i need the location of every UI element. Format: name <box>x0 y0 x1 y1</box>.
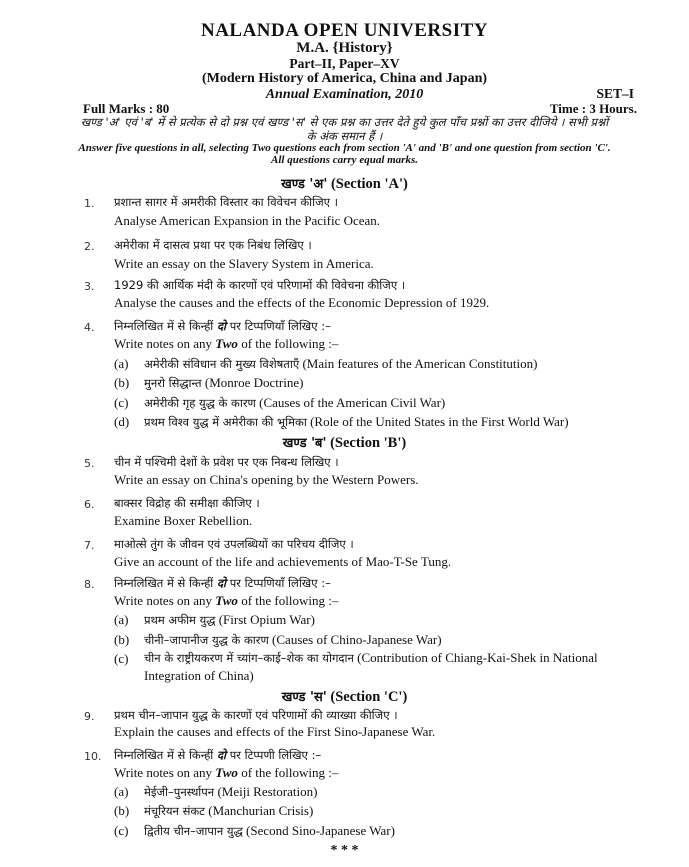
q4d-english: (Role of the United States in the First World War) <box>310 414 569 429</box>
q8a-hindi: प्रथम अफीम युद्ध <box>144 613 216 627</box>
q4-eng-pre: Write notes on any <box>114 336 213 351</box>
q4-hindi-post: पर टिप्पणियाँ लिखिए :– <box>229 319 331 333</box>
paper-title: Part–II, Paper–XV <box>289 56 400 71</box>
q10-english <box>114 765 338 781</box>
q8c-label: (c) <box>114 651 129 666</box>
q10-hindi-post: पर टिप्पणी लिखिए :– <box>229 748 322 762</box>
q4c-text <box>144 395 445 411</box>
section-c-english: (Section 'C') <box>330 689 408 705</box>
q10b-label: (b) <box>114 803 130 818</box>
q4-hindi-em: दो <box>216 319 227 333</box>
q4d-hindi: प्रथम विश्व युद्ध में अमेरीका की भूमिका <box>144 415 307 429</box>
q10a-label: (a) <box>114 784 129 799</box>
english-instruction: Answer five questions in all, selecting Two questions each from section 'A' and 'B' and one question from section 'C'. All questions carry equal marks. <box>78 142 611 166</box>
q4-english <box>114 336 338 352</box>
q6-number: 6. <box>84 498 95 511</box>
hindi-instruction: खण्ड 'अ' एवं 'ब' में से प्रत्येक से दो प्रश्न एवं खण्ड 'स' से एक प्रश्न का उत्तर देते हुये कुल पाँच प्रश्नों का उत्तर दीजिये । सभी प्रश्नों के अंक समान हैं । <box>80 115 609 143</box>
q8-hindi-pre: निम्नलिखित में से किन्हीं <box>114 576 214 590</box>
q7-hindi: माओत्से तुंग के जीवन एवं उपलब्धियों का परिचय दीजिए । <box>114 537 354 551</box>
q5-english: Write an essay on China's opening by the Western Powers. <box>114 472 419 487</box>
q10-hindi-em: दो <box>216 748 227 762</box>
section-a-hindi: खण्ड 'अ' <box>281 177 328 192</box>
q10-eng-post: of the following :– <box>241 765 339 780</box>
subject-title: (Modern History of America, China and Japan) <box>201 71 488 86</box>
q7-english: Give an account of the life and achievements of Mao-T-Se Tung. <box>114 554 452 569</box>
q10-hindi <box>114 748 321 763</box>
q5-hindi: चीन में पश्चिमी देशों के प्रवेश पर एक निबन्ध लिखिए । <box>114 455 339 469</box>
q10c-english: (Second Sino-Japanese War) <box>246 823 395 838</box>
q4c-label: (c) <box>114 395 129 410</box>
time-limit: Time : 3 Hours. <box>549 101 637 116</box>
q10-number: 10. <box>84 750 102 763</box>
q8b-text <box>144 632 442 648</box>
q8b-hindi: चीनी–जापानीज युद्ध के कारण <box>144 633 269 647</box>
q2-number: 2. <box>84 240 95 253</box>
section-c-heading <box>0 687 689 706</box>
q10a-text <box>144 784 317 800</box>
section-a-heading <box>0 174 689 193</box>
q4b-label: (b) <box>114 375 130 390</box>
q4-hindi-pre: निम्नलिखित में से किन्हीं <box>114 319 214 333</box>
q2-english: Write an essay on the Slavery System in America. <box>114 256 374 271</box>
q1-number: 1. <box>84 197 95 210</box>
q8b-english: (Causes of Chino-Japanese War) <box>272 632 442 647</box>
q8-hindi <box>114 576 331 591</box>
section-b-heading <box>0 433 689 452</box>
q8a-label: (a) <box>114 612 129 627</box>
full-marks: Full Marks : 80 <box>83 101 170 116</box>
q8-hindi-post: पर टिप्पणियाँ लिखिए :– <box>229 576 331 590</box>
q9-number: 9. <box>84 710 95 723</box>
q10a-hindi: मेईजी–पुनर्स्थापन <box>144 785 215 799</box>
q4a-english: (Main features of the American Constitution) <box>302 356 538 371</box>
q8-number: 8. <box>84 578 95 591</box>
q4-eng-post: of the following :– <box>241 336 339 351</box>
university-name: NALANDA OPEN UNIVERSITY <box>200 20 489 41</box>
q8a-text <box>144 612 315 628</box>
q3-number: 3. <box>84 280 95 293</box>
q4b-hindi: मुनरो सिद्धान्त <box>144 376 202 390</box>
q8-hindi-em: दो <box>216 576 227 590</box>
q4-eng-em: Two <box>215 336 238 351</box>
q8-eng-post: of the following :– <box>241 593 339 608</box>
q8-eng-pre: Write notes on any <box>114 593 213 608</box>
q8-english <box>114 593 338 609</box>
q4-hindi <box>114 319 331 334</box>
q4a-hindi: अमेरीकी संविधान की मुख्य विशेषताएँ <box>144 357 300 371</box>
q7-number: 7. <box>84 539 95 552</box>
q4d-label: (d) <box>114 414 130 429</box>
q10a-english: (Meiji Restoration) <box>217 784 318 799</box>
exam-title: Annual Examination, 2010 <box>265 87 424 102</box>
q1-hindi: प्रशान्त सागर में अमरीकी विस्तार का विवेचन कीजिए । <box>114 195 339 209</box>
q10-eng-pre: Write notes on any <box>114 765 213 780</box>
q4a-text <box>144 356 537 372</box>
section-b-hindi: खण्ड 'ब' <box>282 436 327 451</box>
q10c-text <box>144 823 395 839</box>
q8-eng-em: Two <box>215 593 238 608</box>
section-b-english: (Section 'B') <box>330 435 407 451</box>
q8c-hindi: चीन के राष्ट्रीयकरण में च्यांग–काई–शेक का योगदान <box>144 651 354 665</box>
q2-hindi: अमेरीका में दासत्व प्रथा पर एक निबंध लिखिए । <box>114 238 312 252</box>
q10b-text <box>144 803 313 819</box>
q4c-hindi: अमेरीकी गृह युद्ध के कारण <box>144 396 256 410</box>
q10b-hindi: मंचूरियन संकट <box>144 804 205 818</box>
q8c-text <box>144 649 639 685</box>
q10c-label: (c) <box>114 823 129 838</box>
q4d-text <box>144 414 569 430</box>
course-title: M.A. {History} <box>296 40 393 56</box>
q8a-english: (First Opium War) <box>218 612 315 627</box>
q8c-english: (Contribution of Chiang-Kai-Shek in National Integration of China) <box>144 650 598 683</box>
q4-number: 4. <box>84 321 95 334</box>
end-marker: * * * <box>330 843 359 858</box>
q8b-label: (b) <box>114 632 130 647</box>
q9-english: Explain the causes and effects of the First Sino-Japanese War. <box>114 724 436 739</box>
q6-hindi: बाक्सर विद्रोह की समीक्षा कीजिए । <box>114 496 260 510</box>
q3-english: Analyse the causes and the effects of the Economic Depression of 1929. <box>114 295 490 310</box>
q4a-label: (a) <box>114 356 129 371</box>
section-a-english: (Section 'A') <box>330 176 408 192</box>
q10-eng-em: Two <box>215 765 238 780</box>
q10b-english: (Manchurian Crisis) <box>208 803 314 818</box>
q4b-text <box>144 375 303 391</box>
q4c-english: (Causes of the American Civil War) <box>259 395 446 410</box>
q9-hindi: प्रथम चीन–जापान युद्ध के कारणों एवं परिणामों की व्याख्या कीजिए । <box>114 708 398 722</box>
q10c-hindi: द्वितीय चीन–जापान युद्ध <box>144 824 243 838</box>
q6-english: Examine Boxer Rebellion. <box>114 513 253 528</box>
set-label: SET–I <box>596 86 634 101</box>
q3-hindi: 1929 की आर्थिक मंदी के कारणों एवं परिणामों की विवेचना कीजिए । <box>114 278 406 292</box>
q4b-english: (Monroe Doctrine) <box>204 375 304 390</box>
q5-number: 5. <box>84 457 95 470</box>
section-c-hindi: खण्ड 'स' <box>281 690 327 705</box>
q10-hindi-pre: निम्नलिखित में से किन्हीं <box>114 748 214 762</box>
q1-english: Analyse American Expansion in the Pacific Ocean. <box>114 213 381 228</box>
